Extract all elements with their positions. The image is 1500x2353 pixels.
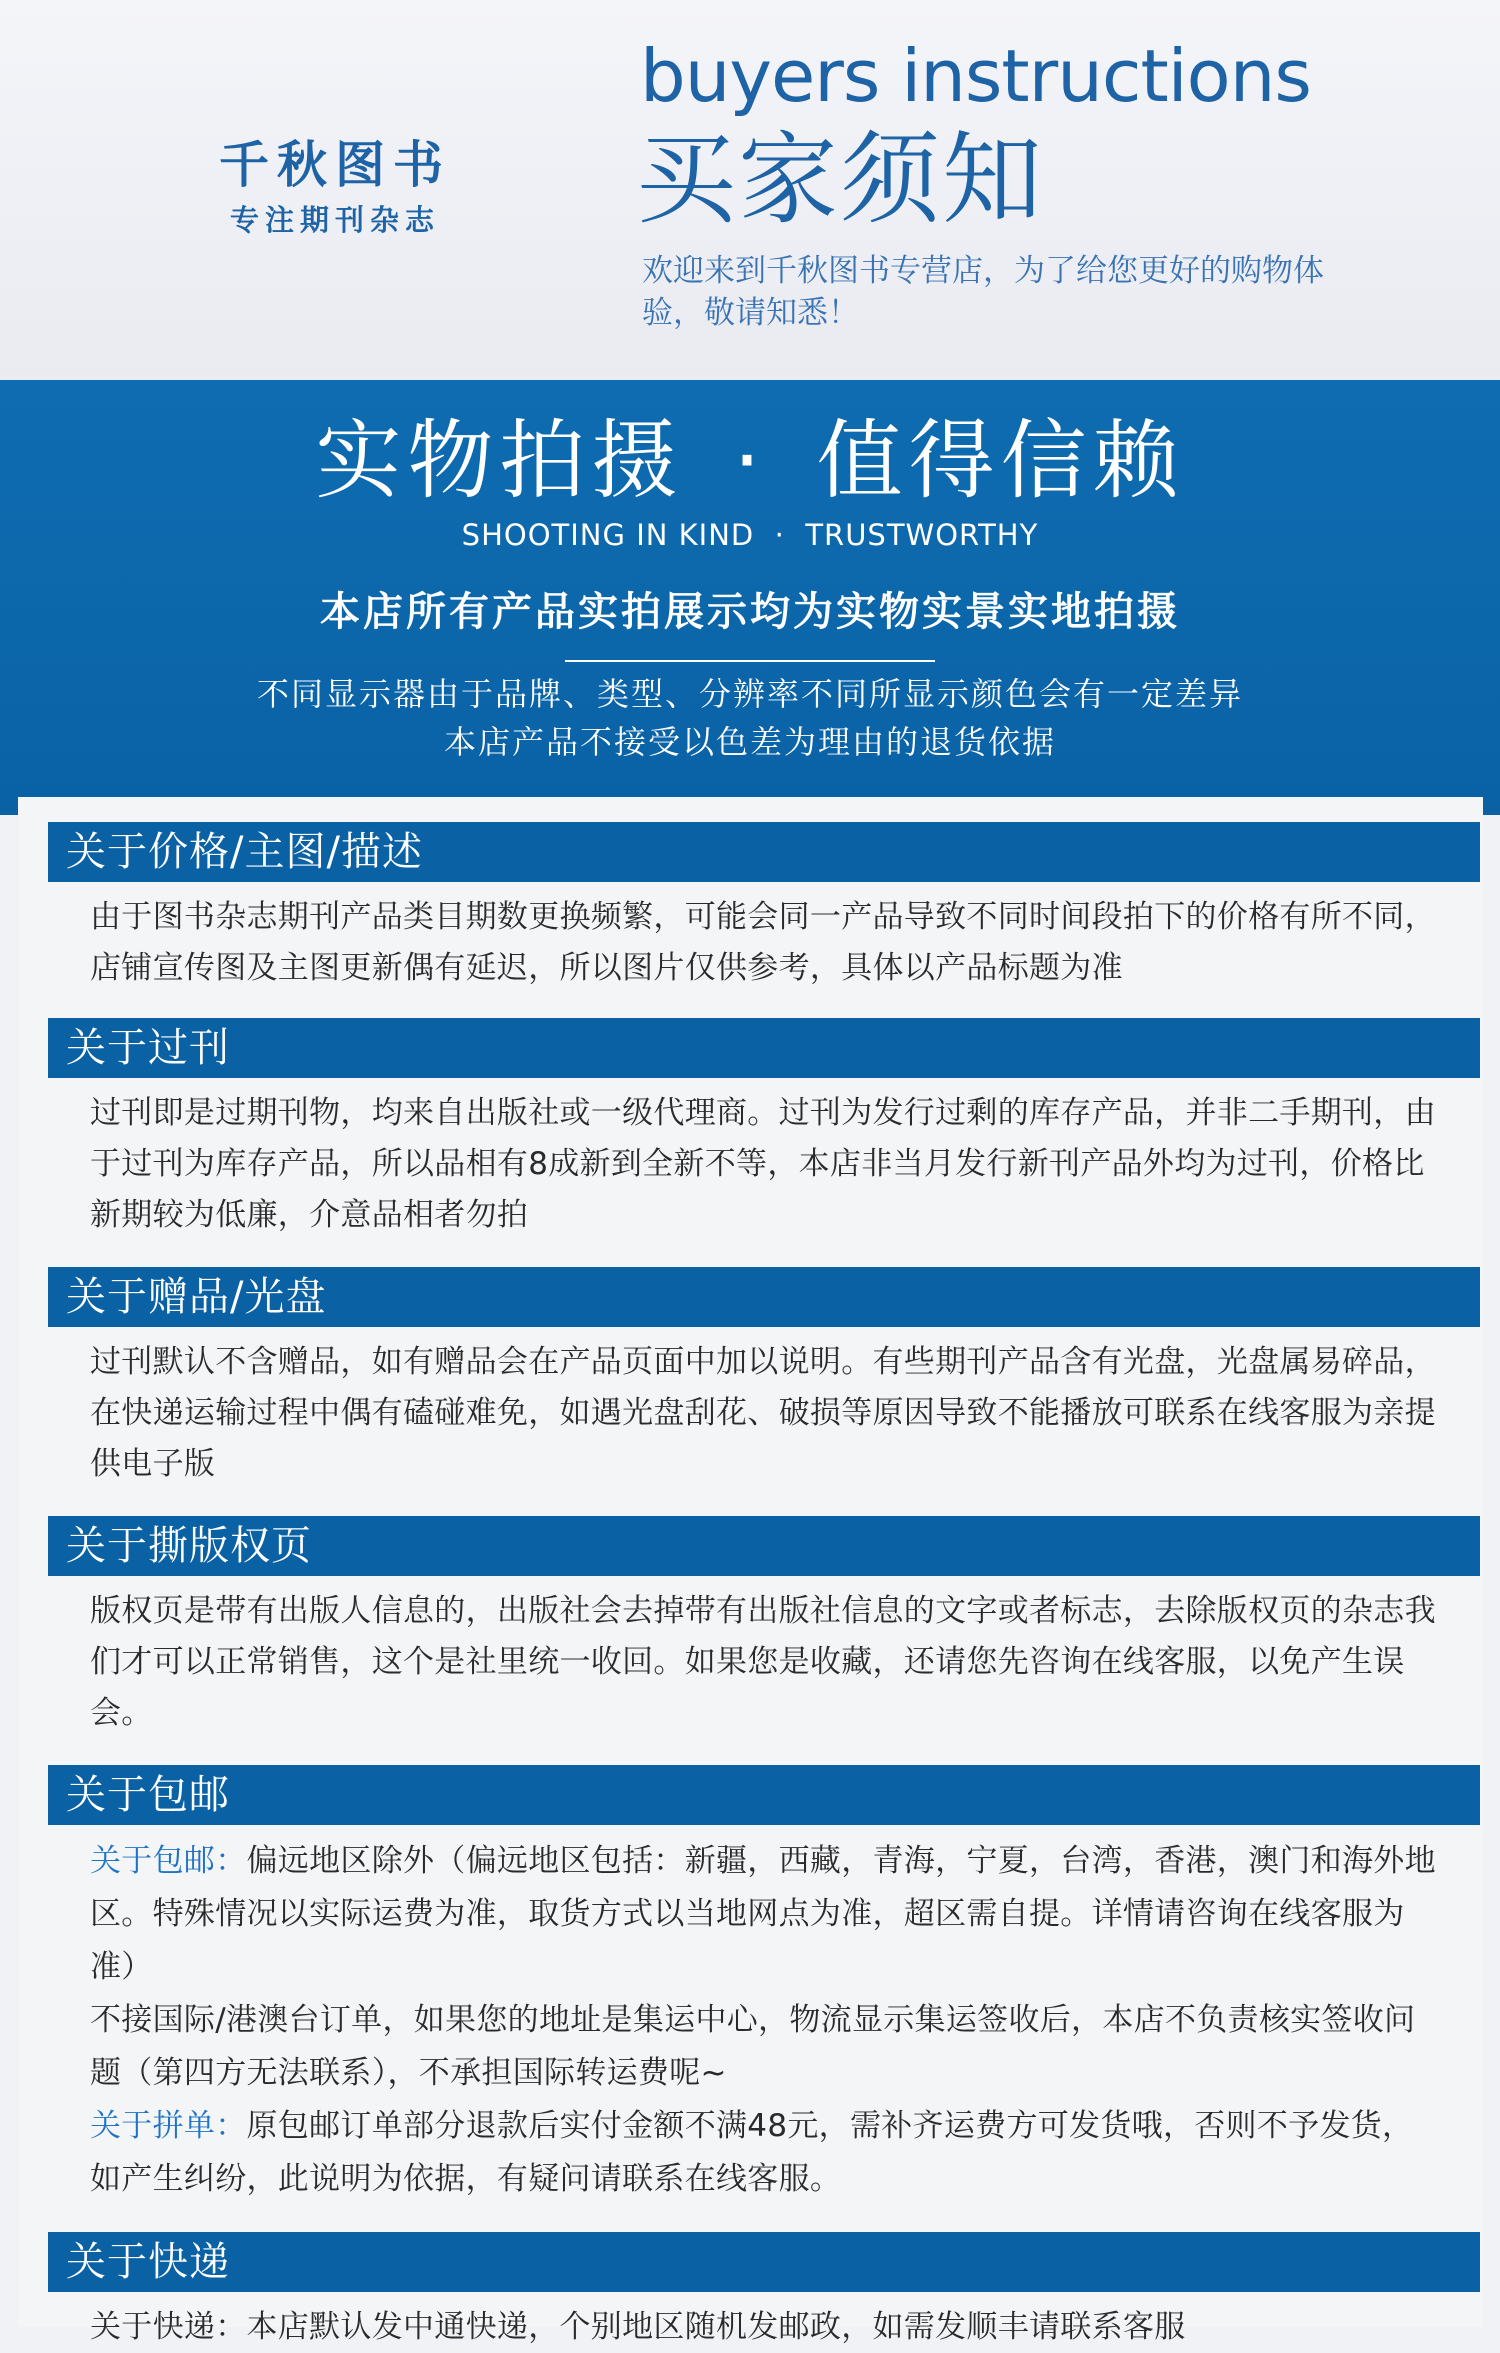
section-copyright-page: [48, 1516, 1480, 1739]
title-english: buyers instructions: [640, 34, 1311, 118]
section-courier: [48, 2232, 1480, 2353]
section-text: 过刊默认不含赠品，如有赠品会在产品页面中加以说明。有些期刊产品含有光盘，光盘属易碎品，在快递运输过程中偶有磕碰难免，如遇光盘刮花、破损等原因导致不能播放可联系在线客服为亲提供电子版: [90, 1344, 1436, 1482]
trust-banner: [0, 380, 1500, 815]
combined-order-text: 原包邮订单部分退款后实付金额不满48元，需补齐运费方可发货哦，否则不予发货，如产生纠纷，此说明为依据，有疑问请联系在线客服。: [90, 2108, 1414, 2197]
combined-order-label: 关于拼单：: [90, 2108, 247, 2144]
logo-main-text: 千秋图书: [219, 135, 451, 194]
shipping-text: 偏远地区除外（偏远地区包括：新疆，西藏，青海，宁夏，台湾，香港，澳门和海外地区。特殊情况以实际运费为准，取货方式以当地网点为准，超区需自提。详情请咨询在线客服为准）: [90, 1843, 1436, 1985]
section-back-issues: [48, 1018, 1480, 1241]
banner-title: [0, 411, 1500, 511]
section-text: 过刊即是过期刊物，均来自出版社或一级代理商。过刊为发行过剩的库存产品，并非二手期刊，由于过刊为库存产品，所以品相有8成新到全新不等，本店非当月发行新刊产品外均为过刊，价格比新期较为低廉，介意品相者勿拍: [90, 1095, 1436, 1233]
shipping-label: 关于包邮：: [90, 1843, 247, 1879]
banner-divider: [565, 660, 935, 662]
section-text: [48, 1835, 1480, 2206]
banner-subtitle: SHOOTING IN KIND · TRUSTWORTHY: [461, 518, 1039, 552]
section-heading: 关于过刊: [48, 1018, 1480, 1078]
logo-sub-text: 专注期刊杂志: [229, 203, 440, 237]
section-free-shipping: [48, 1765, 1480, 2206]
banner-title-left: 实物拍摄: [315, 411, 684, 511]
shipping-paragraph-3: [90, 2100, 1440, 2206]
banner-notice-line-2: 本店产品不接受以色差为理由的退货依据: [443, 723, 1056, 761]
banner-notice-line-1: 不同显示器由于品牌、类型、分辨率不同所显示颜色会有一定差异: [256, 675, 1243, 713]
section-heading: 关于赠品/光盘: [48, 1267, 1480, 1327]
section-heading: 关于撕版权页: [48, 1516, 1480, 1576]
banner-title-right: 值得信赖: [816, 411, 1185, 511]
shipping-paragraph-1: [90, 1835, 1440, 1994]
banner-notice: [0, 670, 1500, 766]
section-heading: 关于快递: [48, 2232, 1480, 2292]
banner-statement: 本店所有产品实拍展示均为实物实景实地拍摄: [320, 589, 1180, 635]
section-gifts-cd: [48, 1267, 1480, 1490]
section-heading: 关于价格/主图/描述: [48, 822, 1480, 882]
store-logo: [215, 135, 455, 237]
section-text: 关于快递：本店默认发中通快递，个别地区随机发邮政，如需发顺丰请联系客服: [90, 2309, 1186, 2345]
section-text: 版权页是带有出版人信息的，出版社会去掉带有出版社信息的文字或者标志，去除版权页的杂志我们才可以正常销售，这个是社里统一收回。如果您是收藏，还请您先咨询在线客服，以免产生误会。: [90, 1593, 1436, 1731]
banner-title-dot: ·: [733, 411, 767, 511]
section-heading: 关于包邮: [48, 1765, 1480, 1825]
title-chinese: 买家须知: [636, 121, 1044, 238]
section-price: [48, 822, 1480, 994]
header: [0, 0, 1500, 380]
welcome-text: 欢迎来到千秋图书专营店，为了给您更好的购物体验，敬请知悉！: [642, 253, 1324, 331]
shipping-paragraph-2: 不接国际/港澳台订单，如果您的地址是集运中心，物流显示集运签收后，本店不负责核实签收问题（第四方无法联系），不承担国际转运费呢~: [90, 2002, 1416, 2091]
section-text: 由于图书杂志期刊产品类目期数更换频繁，可能会同一产品导致不同时间段拍下的价格有所不同，店铺宣传图及主图更新偶有延迟，所以图片仅供参考，具体以产品标题为准: [90, 899, 1436, 986]
